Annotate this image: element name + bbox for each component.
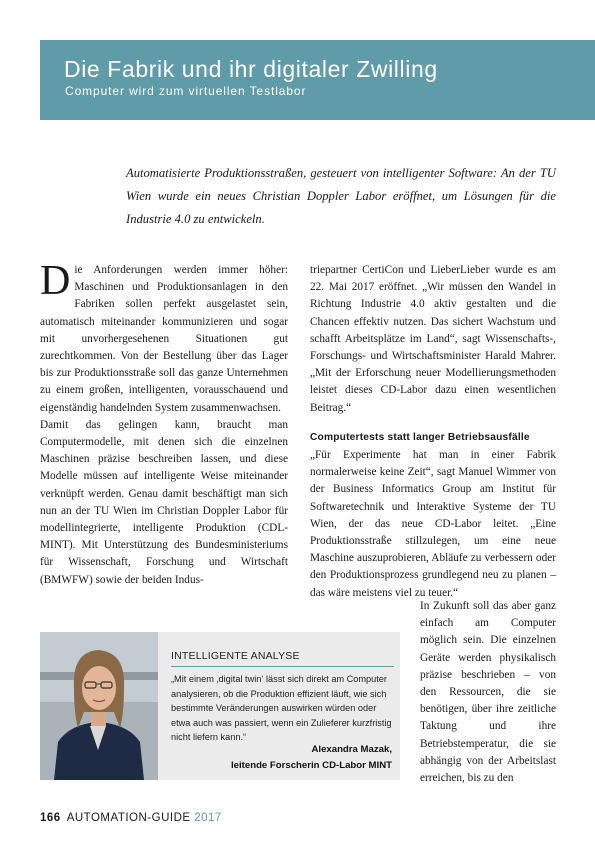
paragraph: triepartner CertiCon und LieberLieber wurde es am 22. Mai 2017 eröffnet. „Wir müssen den Wandel in Richtung Industrie 4.0 aktiv gestalten und die Chancen effektiv nutzen. Das sichert Wachstum und schafft Arbeitsplätze im Land“, sagt Wissenschafts-, Forschungs- und Wirtschaftsminister Harald Mahrer. „Mit der Erforschung neuer Modellierungsmethoden leistet dieses CD-Labor dazu einen wesentlichen Beitrag.“ <box>310 264 556 414</box>
page-footer <box>40 812 222 824</box>
publication-name: AUTOMATION-GUIDE <box>66 812 191 824</box>
drop-cap: D <box>40 258 71 304</box>
paragraph: In Zukunft soll das aber ganz einfach am Computer möglich sein. Die einzelnen Geräte werden physikalisch präzise beschrieben – von den Ressourcen, die sie benötigen, über ihre zeitliche Taktung und ihre Betriebstemperatur, die sie abhängig von der Arbeitslast erreichen, bis zu den <box>420 600 556 785</box>
body-column-1 <box>40 258 288 589</box>
body-column-3 <box>420 598 556 787</box>
paragraph: Damit das gelingen kann, braucht man Computermodelle, mit denen sich die einzelnen Maschinen präzise beschreiben lassen, und diese Modelle müssen auf intelligente Weise miteinander verknüpft werden. Genau damit beschäftigt man sich nun an der TU Wien im Christian Doppler Labor für modellintegrierte, intelligente Produktion (CDL-MINT). Mit Unterstützung des Bundesministeriums für Wissenschaft, Forschung und Wirtschaft (BMWFW) sowie der beiden Indus- <box>40 418 288 586</box>
body-column-2 <box>310 262 556 602</box>
article-title: Die Fabrik und ihr digitaler Zwilling <box>64 56 438 82</box>
sidebar-title: INTELLIGENTE ANALYSE <box>171 650 300 662</box>
paragraph: „Für Experimente hat man in einer Fabrik normalerweise keine Zeit“, sagt Manuel Wimmer von der Business Informatics Group am Institut für Softwaretechnik und Interaktive Systeme der TU Wien, der das neue CD-Labor leitet. „Eine Produktionsstraße stillzulegen, um eine neue Maschine auszuprobieren, Abläufe zu verbessern oder den Produktionsprozess grundlegend neu zu planen – das wäre meistens viel zu teuer.“ <box>310 449 556 599</box>
section-heading: Computertests statt langer Betriebsausfälle <box>310 431 530 443</box>
paragraph-text: ie Anforderungen werden immer höher: Maschinen und Produktionsanlagen in den Fabriken sollen perfekt ausgelastet sein, automatisch miteinander kommunizieren und sogar mit unvorhergesehenen Situationen gut zurechtkommen. Von der Bestellung über das Lager bis zur Produktionsstraße soll das ganze Unternehmen zu einem großen, intelligenten, vorausschauend und eigenständig handelnden System zusammenwachsen. <box>40 264 288 414</box>
divider <box>171 666 394 667</box>
paragraph-intro <box>40 258 288 417</box>
page-number: 166 <box>40 812 61 824</box>
sidebar-quote: „Mit einem ‚digital twin‘ lässt sich direkt am Computer analysieren, ob die Produktion effizient läuft, wie sich bestimmte Veränderungen auswirken würden oder etwa auch was passiert, wenn ein Zulieferer kurzfristig nicht liefern kann.“ <box>171 674 392 742</box>
quote-author-role: leitende Forscherin CD-Labor MINT <box>231 760 392 771</box>
portrait-photo <box>40 632 158 780</box>
article-subtitle: Computer wird zum virtuellen Testlabor <box>65 84 307 98</box>
quote-author: Alexandra Mazak, <box>311 744 392 755</box>
lead-paragraph: Automatisierte Produktionsstraßen, gesteuert von intelligenter Software: An der TU Wien wurde ein neues Christian Doppler Labor eröffnet, um Lösungen für die Industrie 4.0 zu entwickeln. <box>126 166 556 226</box>
publication-year: 2017 <box>194 812 222 824</box>
quote-box <box>40 632 400 780</box>
title-banner <box>40 40 595 120</box>
